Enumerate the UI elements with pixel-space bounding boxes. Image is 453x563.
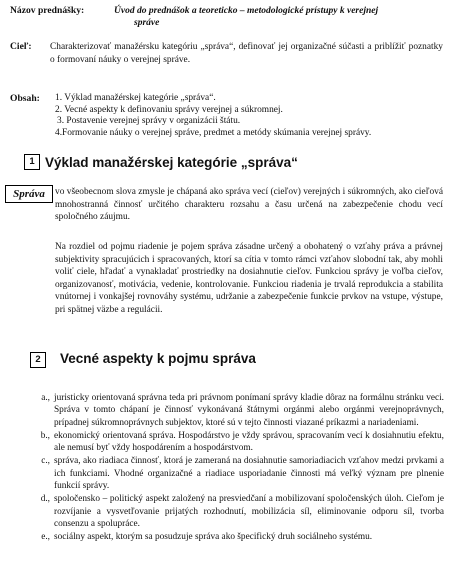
aspect-item [30,493,444,530]
lecture-name-label: Názov prednášky: [10,5,85,16]
goal-text: Charakterizovať manažérsku kategóriu „správa“, definovať jej organizačné súčasti a priblížiť poznatky o formovaní náuky o verejnej správe. [50,42,443,65]
section-2-heading: Vecné aspekty k pojmu správa [60,351,256,366]
aspects-list [30,392,444,545]
aspect-text: spoločensko – politický aspekt založený na presviedčaní a mobilizovaní spoločenských úloh. Cieľom je rozvíjanie a vysvetľovanie prijatých rozhodnutí, mobilizácia síl, eliminovanie odporu síl, tvorba consenzu a spolupráce. [54,494,444,529]
contents-item: 2. Vecné aspekty k definovaniu správy verejnej a súkromnej. [55,104,283,115]
aspect-item [30,430,444,455]
contents-item: 4.Formovanie náuky o verejnej správe, predmet a metódy skúmania verejnej správy. [55,127,372,138]
aspect-item [30,392,444,429]
section-2-number: 2 [30,352,46,368]
section-1-number: 1 [24,154,40,170]
aspect-text: správa, ako riadiaca činnosť, ktorá je zameraná na dosiahnutie samoriadiacich vzťahov medzi prvkami a ich funkciami. Vhodné organizačné a riadiace usporiadanie činnosti má veľký význam pre plnenie funkcií správy. [54,456,444,492]
aspect-item [30,531,444,543]
lecture-title-line2: správe [134,18,160,28]
aspect-marker: d., [40,494,50,505]
aspect-text: ekonomický orientovaná správa. Hospodárstvo je vždy správou, spracovaním vecí k dosiahnutiu efektu, ale nemusí byť vždy hospodárením a hospodárstvom. [54,430,444,454]
section-1-heading: Výklad manažérskej kategórie „správa“ [45,155,298,170]
aspect-marker: e., [41,532,50,543]
lecture-title [114,5,444,29]
contents-list [55,93,445,139]
goal-label: Cieľ: [10,41,32,52]
contents-item: 1. Výklad manažérskej kategórie „správa“. [55,93,216,103]
aspect-text: sociálny aspekt, ktorým sa posudzuje správa ako špecifický druh sociálneho systému. [54,532,373,543]
aspect-marker: c., [41,456,50,467]
term-box-sprava: Správa [5,185,53,203]
aspect-item [30,455,444,492]
aspect-marker: a., [41,393,50,403]
contents-item: 3. Postavenie verejnej správy v organizácii štátu. [57,116,241,127]
contents-label: Obsah: [10,93,40,104]
aspect-marker: b., [40,430,50,441]
aspect-text: juristicky orientovaná správna teda pri právnom ponímaní správy kladie dôraz na formálnu stránku veci. Správa v tomto chápaní je činnosť vykonávaná štátnymi orgánmi alebo orgánmi verejnoprávnych, prípadnej súkromnoprávnych subjektov, ktoré sú v tejto činnosti viazané príkazmi a nariadeniami. [54,393,444,428]
lecture-title-line1: Úvod do prednášok a teoreticko – metodologické prístupy k verejnej [114,6,379,16]
section-1-paragraph-1: vo všeobecnom slova zmysle je chápaná ako správa vecí (cieľov) verejných i súkromných, ako cieľová mnohostranná činnosť určitého charakteru rozsahu a času určená na zabezpečenie chodu vecí spoločného záujmu. [55,187,443,223]
section-1-paragraph-2: Na rozdiel od pojmu riadenie je pojem správa zásadne určený a obohatený o vzťahy práva a právnej subjektivity spracujúcich i spracovaných, ktorí sa cítia v tomto rámci vzťahov slobodní tak, aby mohli voliť ciele, hľadať a vynakladať prostriedky na dosiahnutie cieľov. Funkciou správy je voľba cieľov, organizovanosť, motivácia, vedenie, kontrolovanie. Funkciou riadenia je trvalá reprodukcia a stabilita vnútornej i vonkajšej rovnováhy systému, udržanie a zabezpečenie funkcie prvkov na vstupe, výstupe, pri spätnej väzbe a regulácii. [55,242,443,315]
